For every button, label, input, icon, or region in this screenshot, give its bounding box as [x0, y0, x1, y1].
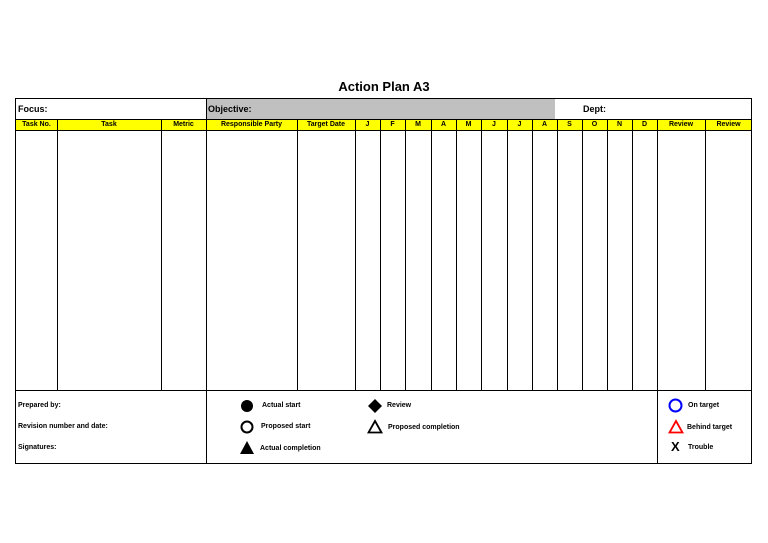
- header-row: [16, 99, 751, 120]
- grid-line: [431, 120, 432, 390]
- col-target-date: Target Date: [307, 121, 345, 128]
- col-month-sep: S: [567, 121, 572, 128]
- legend-trouble: Trouble: [688, 444, 714, 451]
- grid-line: [57, 120, 58, 390]
- grid-line: [705, 120, 706, 390]
- col-metric: Metric: [173, 121, 194, 128]
- col-month-jul: J: [517, 121, 522, 128]
- open-triangle-icon: [367, 419, 383, 434]
- focus-label: Focus:: [18, 104, 48, 114]
- col-responsible-party: Responsible Party: [220, 121, 283, 128]
- col-review-2: Review: [716, 121, 741, 128]
- col-review-1: Review: [668, 121, 694, 128]
- grid-line: [607, 120, 608, 390]
- page-title: Action Plan A3: [338, 79, 430, 94]
- grid-line: [481, 120, 482, 390]
- legend-actual-start: Actual start: [262, 402, 301, 409]
- grid-line: [355, 120, 356, 390]
- grid-line: [161, 120, 162, 390]
- col-month-feb: F: [390, 121, 395, 128]
- grid-line: [582, 120, 583, 390]
- grid-line: [456, 120, 457, 390]
- footer-section: [16, 390, 751, 464]
- col-month-oct: O: [591, 121, 598, 128]
- signatures-label: Signatures:: [18, 444, 57, 451]
- grid-line: [380, 120, 381, 390]
- grid-line: [405, 120, 406, 390]
- col-month-aug: A: [541, 121, 548, 128]
- grid-line: [632, 120, 633, 390]
- col-month-mar: M: [415, 121, 421, 128]
- open-circle-icon: [240, 420, 254, 434]
- col-task-no: Task No.: [22, 121, 51, 128]
- filled-circle-icon: [240, 399, 254, 413]
- x-icon: X: [671, 439, 680, 454]
- col-task: Task: [101, 121, 117, 128]
- col-month-may: M: [465, 121, 472, 128]
- grid-line: [532, 120, 533, 390]
- filled-triangle-icon: [239, 440, 255, 455]
- objective-label: Objective:: [208, 104, 252, 114]
- red-triangle-icon: [668, 419, 684, 434]
- legend-actual-completion: Actual completion: [260, 445, 321, 452]
- legend-proposed-start: Proposed start: [261, 423, 311, 430]
- blue-circle-icon: [668, 398, 683, 413]
- grid-line: [507, 120, 508, 390]
- grid-line: [557, 120, 558, 390]
- legend-behind-target: Behind target: [687, 424, 733, 431]
- filled-diamond-icon: [367, 398, 383, 414]
- col-month-jan: J: [365, 121, 370, 128]
- col-month-jun: J: [492, 121, 496, 128]
- grid-line: [297, 120, 298, 390]
- prepared-by-label: Prepared by:: [18, 402, 61, 409]
- col-month-nov: N: [616, 121, 623, 128]
- col-month-dec: D: [641, 121, 648, 128]
- revision-label: Revision number and date:: [18, 423, 108, 430]
- action-plan-sheet: [15, 98, 752, 464]
- dept-label: Dept:: [583, 104, 606, 114]
- legend-on-target: On target: [688, 402, 720, 409]
- column-header-row: [16, 120, 751, 131]
- col-month-apr: A: [440, 121, 447, 128]
- legend-review: Review: [387, 402, 412, 409]
- legend-proposed-completion: Proposed completion: [388, 424, 460, 431]
